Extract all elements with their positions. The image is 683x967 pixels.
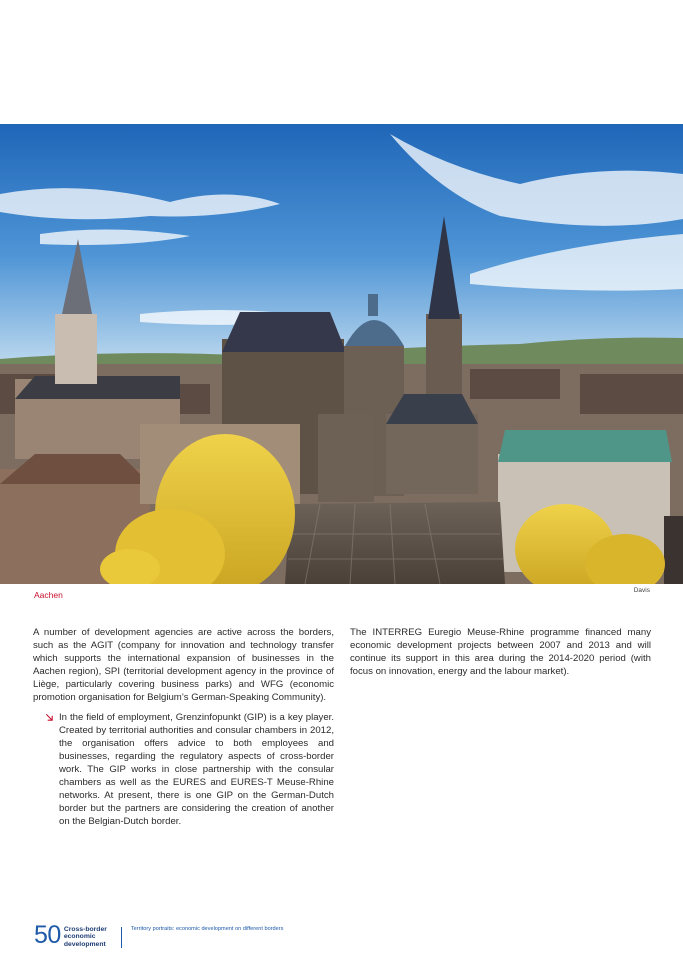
aachen-photo [0, 124, 683, 584]
left-column [33, 627, 334, 829]
page-number: 50 [34, 921, 61, 949]
interreg-paragraph: The INTERREG Euregio Meuse-Rhine programme financed many economic development projects between 2007 and 2013 and will continue its support in this area during the 2014-2020 period (with focus on innovation, energy and the labour market). [350, 627, 651, 677]
intro-paragraph: A number of development agencies are active across the borders, such as the AGIT (company for innovation and technology transfer which supports the international expansion of businesses in the Aachen region), SPI (territorial development agency in the province of Liège, particularly covering business parks) and WFG (economic promotion organisation for Belgium’s German-Speaking Community). [33, 627, 334, 703]
brand-line: Cross-border [63, 926, 107, 933]
brand-line: development [63, 940, 106, 948]
section-title: Territory portraits: economic development on different borders [130, 926, 284, 932]
arrow-down-right-icon [45, 713, 54, 722]
page-footer [34, 922, 283, 952]
photo-credit: Davis [633, 587, 650, 594]
photo-caption: Aachen [34, 590, 63, 600]
bullet-text: In the field of employment, Grenzinfopunkt (GIP) is a key player. Created by territorial authorities and consular chambers in 2012, the organisation offers advice to both employees and businesses, regarding the regulatory aspects of cross-border work. The GIP works in close partnership with the consular chambers as well as the EURES and EURES-T Meuse-Rhine networks. At present, there is one GIP on the German-Dutch border but the partners are considering the creation of another on the Belgian-Dutch border. [59, 712, 334, 827]
bullet-item [33, 712, 334, 828]
footer-divider [121, 927, 122, 948]
brand-line: economic [63, 933, 96, 941]
right-column [350, 627, 651, 679]
brand-logo-text [64, 926, 107, 948]
